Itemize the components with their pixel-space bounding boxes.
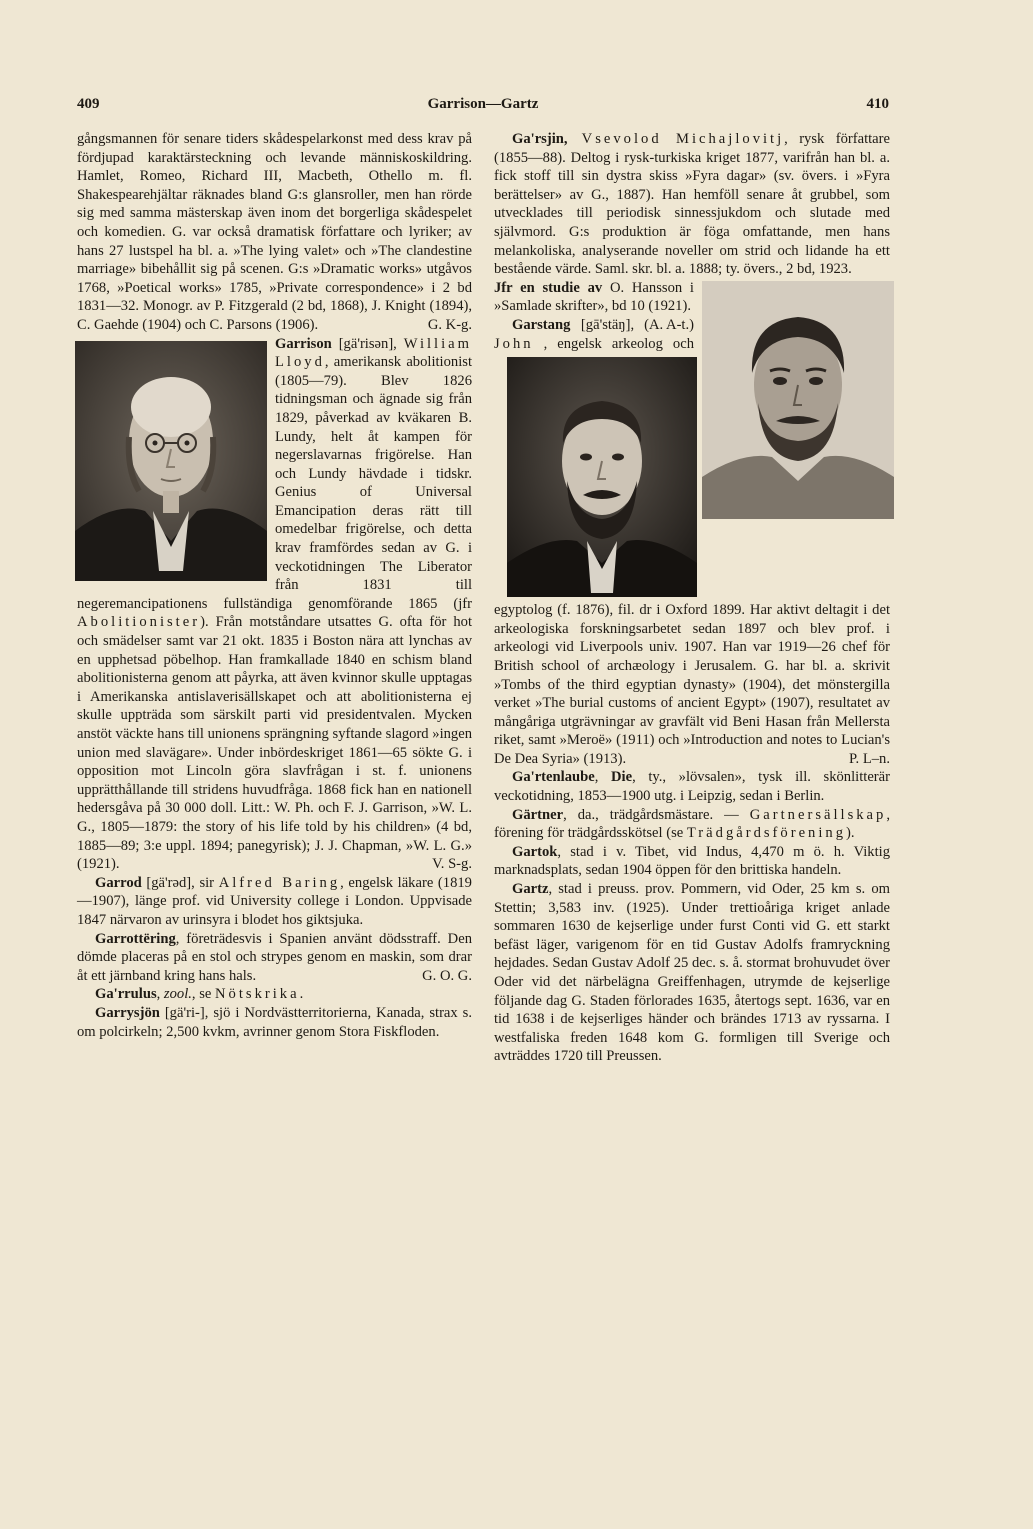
page-header — [77, 96, 889, 120]
entry-garrottering: Garrottëring, företrädesvis i Spanien använt dödsstraff. Den dömde placeras på en stol och strypes genom en maskin, som drar åt ett järnband kring hans hals. G. O. G. — [77, 930, 472, 984]
headword-garrod: Garrod — [95, 874, 142, 891]
entry-garrysjon: Garrysjön [gä'ri-], sjö i Nordvästterritorierna, Kanada, strax s. om polcirkeln; 2,500 kvkm, avrinner genom Stora Fiskfloden. — [77, 1004, 472, 1040]
cross-reference: Nötskrika — [215, 986, 300, 1003]
person-name: Alfred Baring — [218, 874, 341, 891]
portrait-garstang — [507, 357, 697, 597]
headword-garrysjon: Garrysjön — [95, 1004, 160, 1021]
entry-garrod: Garrod [gä'rəd], sir Alfred Baring, engelsk läkare (1819—1907), länge prof. vid University college i London. Uppvisade 1847 närvaron av urinsyra i blodet hos giktsjuka. — [77, 874, 472, 928]
author-signature: G. K-g. — [427, 316, 472, 333]
portrait-garstang-image — [507, 357, 697, 597]
garsjin-continuation: Jfr en studie av O. Hansson i »Samlade skrifter», bd 10 (1921). (A. A-t.) — [494, 279, 694, 333]
entry-gartner: Gärtner, da., trädgårdsmästare. — Gartnersällskap, förening för trädgårdsskötsel (se Trädgårdsförening). — [494, 806, 890, 842]
headword-gartz: Gartz — [512, 881, 549, 898]
headword-gartenlaube: Ga'rtenlaube — [512, 769, 595, 786]
right-column — [494, 130, 890, 1066]
headword-garsjin: Ga'rsjin, — [512, 131, 568, 147]
author-signature: P. L–n. — [849, 750, 890, 767]
page-number-left: 409 — [77, 96, 100, 112]
cross-reference: Abolitionister — [77, 614, 201, 631]
subentry-name: Gartnersällskap — [749, 806, 887, 823]
entry-garstang: Garstang [gā'stäŋ], John , engelsk arkeolog och egyptolog (f. 1876), fil. dr i Oxford 1899. Har aktivt deltagit i det arkeologiska forskningsarbetet sedan 1897 och blev prof. i arkeologi vid Liverpools univ. 1907. Han var 1919—26 chef för British school of archæology i Jerusalem. G. har bl. a. skrivit »Tombs of the third egyptian dynasty» (1904), det mönstergilla verket »The burial customs of ancient Egypt» (1907), resultatet av mångåriga utgrävningar av gravfält vid Beni Hasan från Mellersta riket, samt »Meroë» (1911) och »Introduction and notes to Lucian's De Dea Syria» (1913). P. L–n. — [494, 316, 890, 767]
left-column: gångsmannen för senare tiders skådespelarkonst med dess krav på fördjupad karaktärsteckning och levande människoskildring. Hamlet, Romeo, Richard III, Macbeth, Othello m. fl. Shakespearehjältar räknades bland G:s glansroller, men han rörde sig med samma mästerskap även inom det borgerliga skådespelet och komedien. G. var också dramatisk författare och lyriker; av hans 27 lustspel ha bl. a. »The lying valet» och »The clandestine marriage» bibehållit sig på scenen. G:s »Dramatic works» utgåvos 1768, »Poetical works» 1785, »Private correspondence» i 2 bd 1831—32. Monogr. av P. Fitzgerald (2 bd, 1868), J. Knight (1894), C. Gaehde (1904) och C. Parsons (1906). G. K-g. Garrison [gä'risən], William Lloyd, amerikansk abolitionist (1805—79). Blev 1826 tidningsman och ägnade sig från 1829, påverkad av kväkaren B. Lundy, helt åt kampen för negerslavarnas frigörelse. Han och Lundy hävdade i tidskr. Genius of Universal Emancipation deras rätt till omedelbar frigörelse, och detta krav framfördes sedan av G. i veckotidningen The Liberator från 1831 till negeremancipationens fullständiga genomförande 1865 (jfr Abolitionister). Från motståndare utsattes G. ofta för hot och smädelser samt var 21 okt. 1835 i Boston nära att lynchas av en upphetsad pöbelhop. Han framkallade 1840 en schism bland abolitionisterna genom att påyrka, att även kvinnor skulle upptagas i Amerikanska antislaverisällskapet och att abolitionisterna ej skulle uppträda som särskilt parti vid presidentvalen. Mycken anstöt väckte hans till unionens sprängning syftande slagord »ingen union med slavägare». Under inbördeskriget 1861—65 sökte G. i opposition mot Lincoln göra slavfrågan i st. f. unionens upprätthållande till stridens huvudfråga. 1868 fick han en nationell hedersgåva på 30 000 doll. Litt.: W. Ph. och F. J. Garrison, »W. L. G., 1805—1879: the story of his life told by his children» (4 bd, 1885—89; 3:e uppl. 1894; panegyrisk); J. J. Chapman, »W. L. G.» (1921). V. S-g. Garrod [gä'rəd], sir Alfred Baring, engelsk läkare (1819—1907), länge prof. vid University college i London. Uppvisade 1847 närvaron av urinsyra i blodet hos giktsjuka. Garrottëring, företrädesvis i Spanien använt dödsstraff. Den dömde placeras på en stol och strypes genom en maskin, som drar åt ett järnband kring hans hals. G. O. G. Ga'rrulus, zool., se Nötskrika. Garrysjön [gä'ri-], sjö i Nordvästterritorierna, Kanada, strax s. om polcirkeln; 2,500 kvkm, avrinner genom Stora Fiskfloden. — [77, 131, 472, 1040]
entry-gartz: Gartz, stad i preuss. prov. Pommern, vid Oder, 25 km s. om Stettin; 3,583 inv. (1925). Under trettioåriga kriget anlade sommaren 1630 de kejserlige under furst Conti vid G. ett starkt befäst läger, varigenom för en tid Gustav Adolfs framryckning hejdades. Sedan Gustav Adolf 25 dec. s. å. stormat brohuvudet över Oder vid det närbelägna Greiffenhagen, utrymde de kejserlige följande dag G. Staden förlorades 1635, återtogs sept. 1636, var en tid 1638 i de kejserliges händer och brändes 1713 av ryssarna. I westfaliska freden 1648 kom G. formligen till Sverige och avträddes 1720 till Preussen. — [494, 881, 890, 1065]
garrick-continuation: gångsmannen för senare tiders skådespelarkonst med dess krav på fördjupad karaktärsteckning och levande människoskildring. Hamlet, Romeo, Richard III, Macbeth, Othello m. fl. Shakespearehjältar räknades bland G:s glansroller, men han rörde sig med samma mästerskap även inom det borgerliga skådespelet och komedien. G. var också dramatisk författare och lyriker; av hans 27 lustspel ha bl. a. »The lying valet» och »The clandestine marriage» bibehållit sig på scenen. G:s »Dramatic works» utgåvos 1768, »Poetical works» 1785, »Private correspondence» i 2 bd 1831—32. Monogr. av P. Fitzgerald (2 bd, 1868), J. Knight (1894), C. Gaehde (1904) och C. Parsons (1906). G. K-g. — [77, 131, 472, 333]
author-signature: (A. A-t.) — [644, 316, 694, 333]
portrait-garsjin-image — [702, 281, 894, 519]
running-head: Garrison—Gartz — [427, 96, 539, 112]
author-signature: G. O. G. — [422, 967, 472, 984]
person-name: John — [494, 335, 534, 352]
entry-garrulus: Ga'rrulus, zool., se Nötskrika. — [95, 986, 304, 1003]
portrait-garrison-image — [75, 341, 267, 581]
cross-reference: Trädgårdsförening — [686, 825, 846, 842]
headword-garrison: Garrison — [275, 335, 332, 352]
headword-garstang: Garstang — [512, 316, 571, 333]
entry-gartenlaube: Ga'rtenlaube, Die, ty., »lövsalen», tysk ill. skönlitterär veckotidning, 1853—1900 utg. i Leipzig, sedan i Berlin. — [494, 769, 891, 805]
headword-gartok: Gartok — [512, 843, 558, 860]
entry-gartok: Gartok, stad i v. Tibet, vid Indus, 4,470 m ö. h. Viktig marknadsplats, sedan 1904 öppen för den brittiska handeln. — [494, 843, 890, 879]
portrait-garsjin — [702, 281, 894, 519]
person-name: Vsevolod Michajlovitj — [567, 131, 785, 147]
headword-gartner: Gärtner — [512, 806, 564, 823]
person-name: William Lloyd — [275, 335, 472, 371]
entry-garsjin: Ga'rsjin, Vsevolod Michajlovitj, rysk författare (1855—88). Deltog i rysk-turkiska kriget 1877, varifrån han bl. a. fick stoff till sin dystra skiss »Fyra dagar» (sv. övers. i »Fyra berättelser» av G., 1887). Han hemföll senare åt grubbel, som utvecklades till periodisk sinnessjukdom och slutade med självmord. G:s produktion är föga omfattande, men hans melankoliska, analyserande noveller om strid och lidande ha ett bestående värde. Saml. skr. bl. a. 1888; ty. övers., 2 bd, 1923. — [494, 131, 890, 278]
author-signature: V. S-g. — [432, 856, 472, 873]
headword-garrottering: Garrottëring — [95, 930, 176, 947]
headword-garrulus: Ga'rrulus — [95, 986, 157, 1003]
portrait-garrison — [75, 341, 267, 581]
page-number-right: 410 — [866, 96, 889, 112]
